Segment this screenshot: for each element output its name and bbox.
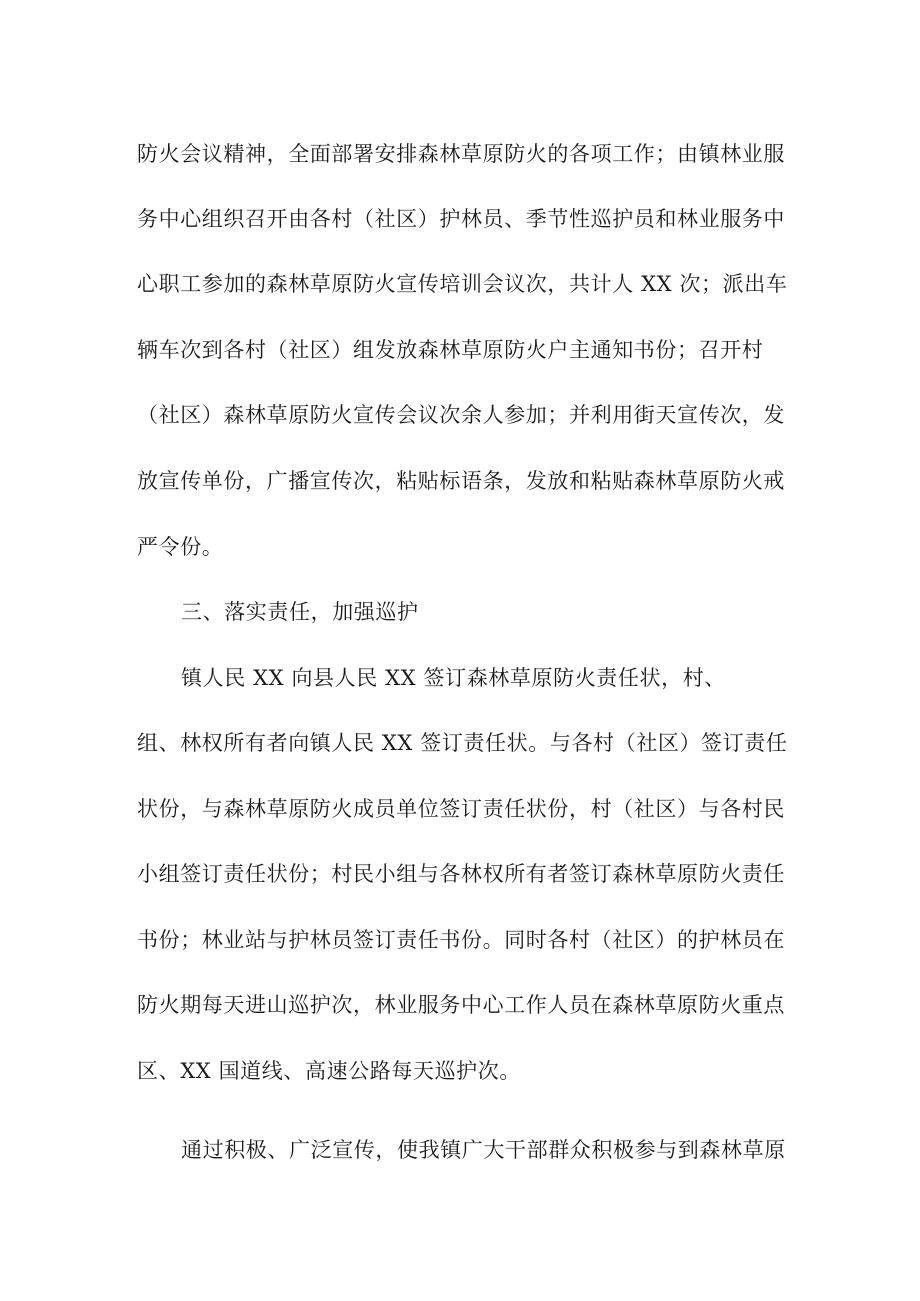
paragraph-1-line-5: （社区）森林草原防火宣传会议次余人参加；并利用街天宣传次，发 (137, 403, 785, 427)
paragraph-2-line-3: 状份，与森林草原防火成员单位签订责任状份，村（社区）与各村民 (137, 797, 785, 821)
paragraph-2-line-1: 镇人民 XX 向县人民 XX 签订森林草原防火责任状，村、 (181, 666, 726, 690)
paragraph-2-line-7: 区、XX 国道线、高速公路每天巡护次。 (137, 1059, 521, 1083)
paragraph-1-line-6: 放宣传单份，广播宣传次，粘贴标语条，发放和粘贴森林草原防火戒 (137, 469, 785, 493)
section-heading: 三、落实责任，加强巡护 (181, 600, 419, 624)
paragraph-2-line-5: 书份；林业站与护林员签订责任书份。同时各村（社区）的护林员在 (137, 928, 785, 952)
paragraph-2-line-2: 组、林权所有者向镇人民 XX 签订责任状。与各村（社区）签订责任 (137, 731, 788, 755)
paragraph-2-line-4: 小组签订责任状份；村民小组与各林权所有者签订森林草原防火责任 (137, 862, 785, 886)
paragraph-3-line-1: 通过积极、广泛宣传，使我镇广大干部群众积极参与到森林草原 (181, 1138, 786, 1162)
paragraph-1-line-4: 辆车次到各村（社区）组发放森林草原防火户主通知书份；召开村 (137, 338, 764, 362)
paragraph-1-line-7: 严令份。 (137, 535, 224, 559)
paragraph-1-line-1: 防火会议精神，全面部署安排森林草原防火的各项工作；由镇林业服 (137, 142, 785, 166)
paragraph-1-line-2: 务中心组织召开由各村（社区）护林员、季节性巡护员和林业服务中 (137, 207, 785, 231)
paragraph-2-line-6: 防火期每天进山巡护次，林业服务中心工作人员在森林草原防火重点 (137, 993, 785, 1017)
paragraph-1-line-3: 心职工参加的森林草原防火宣传培训会议次，共计人 XX 次；派出车 (137, 272, 788, 296)
